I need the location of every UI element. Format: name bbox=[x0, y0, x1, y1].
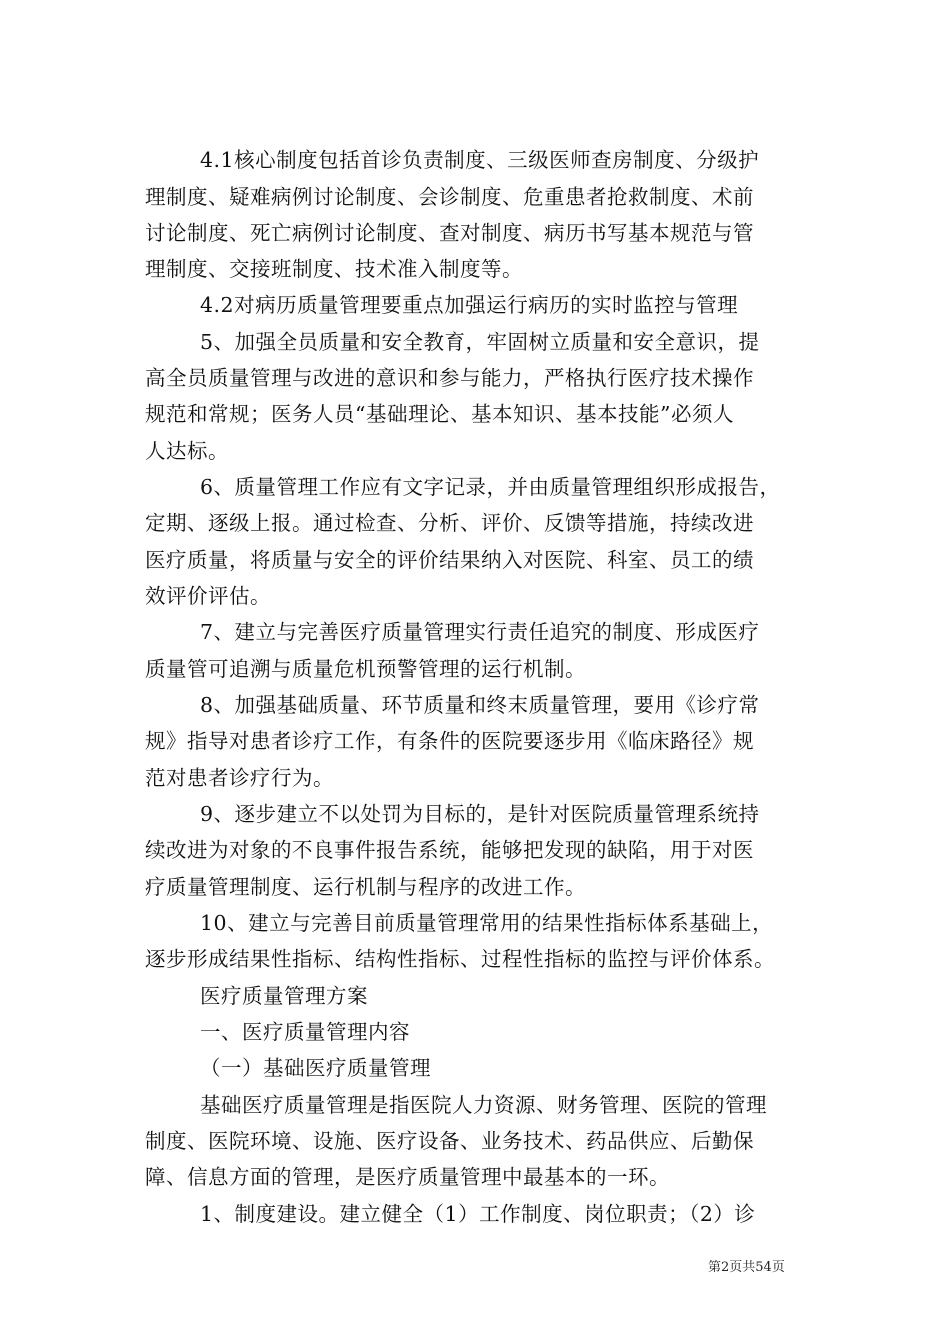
text-line: 规》指导对患者诊疗工作，有条件的医院要逐步用《临床路径》规 bbox=[145, 729, 754, 753]
text-line: 定期、逐级上报。通过检查、分析、评价、反馈等措施，持续改进 bbox=[145, 511, 754, 535]
page-number: 第2页共54页 bbox=[708, 1260, 785, 1275]
text-line: 4.1核心制度包括首诊负责制度、三级医师查房制度、分级护 bbox=[200, 148, 760, 172]
text-line: 讨论制度、死亡病例讨论制度、查对制度、病历书写基本规范与管 bbox=[145, 221, 754, 245]
text-line: 理制度、交接班制度、技术准入制度等。 bbox=[145, 257, 523, 281]
text-line: 4.2对病历质量管理要重点加强运行病历的实时监控与管理 bbox=[200, 293, 739, 317]
text-line: 6、质量管理工作应有文字记录，并由质量管理组织形成报告， bbox=[200, 475, 781, 499]
text-line: 8、加强基础质量、环节质量和终末质量管理，要用《诊疗常 bbox=[200, 693, 760, 717]
text-line: 人达标。 bbox=[145, 439, 229, 463]
text-line: 疗质量管理制度、运行机制与程序的改进工作。 bbox=[145, 875, 586, 899]
text-line: 理制度、疑难病例讨论制度、会诊制度、危重患者抢救制度、术前 bbox=[145, 185, 754, 209]
text-line: 基础医疗质量管理是指医院人力资源、财务管理、医院的管理 bbox=[200, 1093, 767, 1117]
text-line: 10、建立与完善目前质量管理常用的结果性指标体系基础上， bbox=[200, 911, 774, 935]
subsection-heading: （一）基础医疗质量管理 bbox=[200, 1056, 431, 1080]
text-line: 逐步形成结果性指标、结构性指标、过程性指标的监控与评价体系。 bbox=[145, 947, 775, 971]
text-line: 1、制度建设。建立健全（1）工作制度、岗位职责；（2）诊 bbox=[200, 1202, 756, 1226]
text-line: 9、逐步建立不以处罚为目标的，是针对医院质量管理系统持 bbox=[200, 802, 760, 826]
text-line: 7、建立与完善医疗质量管理实行责任追究的制度、形成医疗 bbox=[200, 620, 760, 644]
text-line: 续改进为对象的不良事件报告系统，能够把发现的缺陷，用于对医 bbox=[145, 838, 754, 862]
text-line: 制度、医院环境、设施、医疗设备、业务技术、药品供应、后勤保 bbox=[145, 1129, 754, 1153]
text-line: 障、信息方面的管理，是医疗质量管理中最基本的一环。 bbox=[145, 1165, 670, 1189]
section-heading: 医疗质量管理方案 bbox=[200, 984, 368, 1008]
text-line: 医疗质量，将质量与安全的评价结果纳入对医院、科室、员工的绩 bbox=[145, 548, 754, 572]
text-line: 质量管可追溯与质量危机预警管理的运行机制。 bbox=[145, 657, 586, 681]
text-line: 规范和常规；医务人员“基础理论、基本知识、基本技能”必须人 bbox=[145, 402, 734, 426]
text-line: 效评价评估。 bbox=[145, 584, 271, 608]
text-line: 高全员质量管理与改进的意识和参与能力，严格执行医疗技术操作 bbox=[145, 366, 754, 390]
text-line: 范对患者诊疗行为。 bbox=[145, 766, 334, 790]
section-heading: 一、医疗质量管理内容 bbox=[200, 1020, 410, 1044]
text-line: 5、加强全员质量和安全教育，牢固树立质量和安全意识，提 bbox=[200, 330, 760, 354]
